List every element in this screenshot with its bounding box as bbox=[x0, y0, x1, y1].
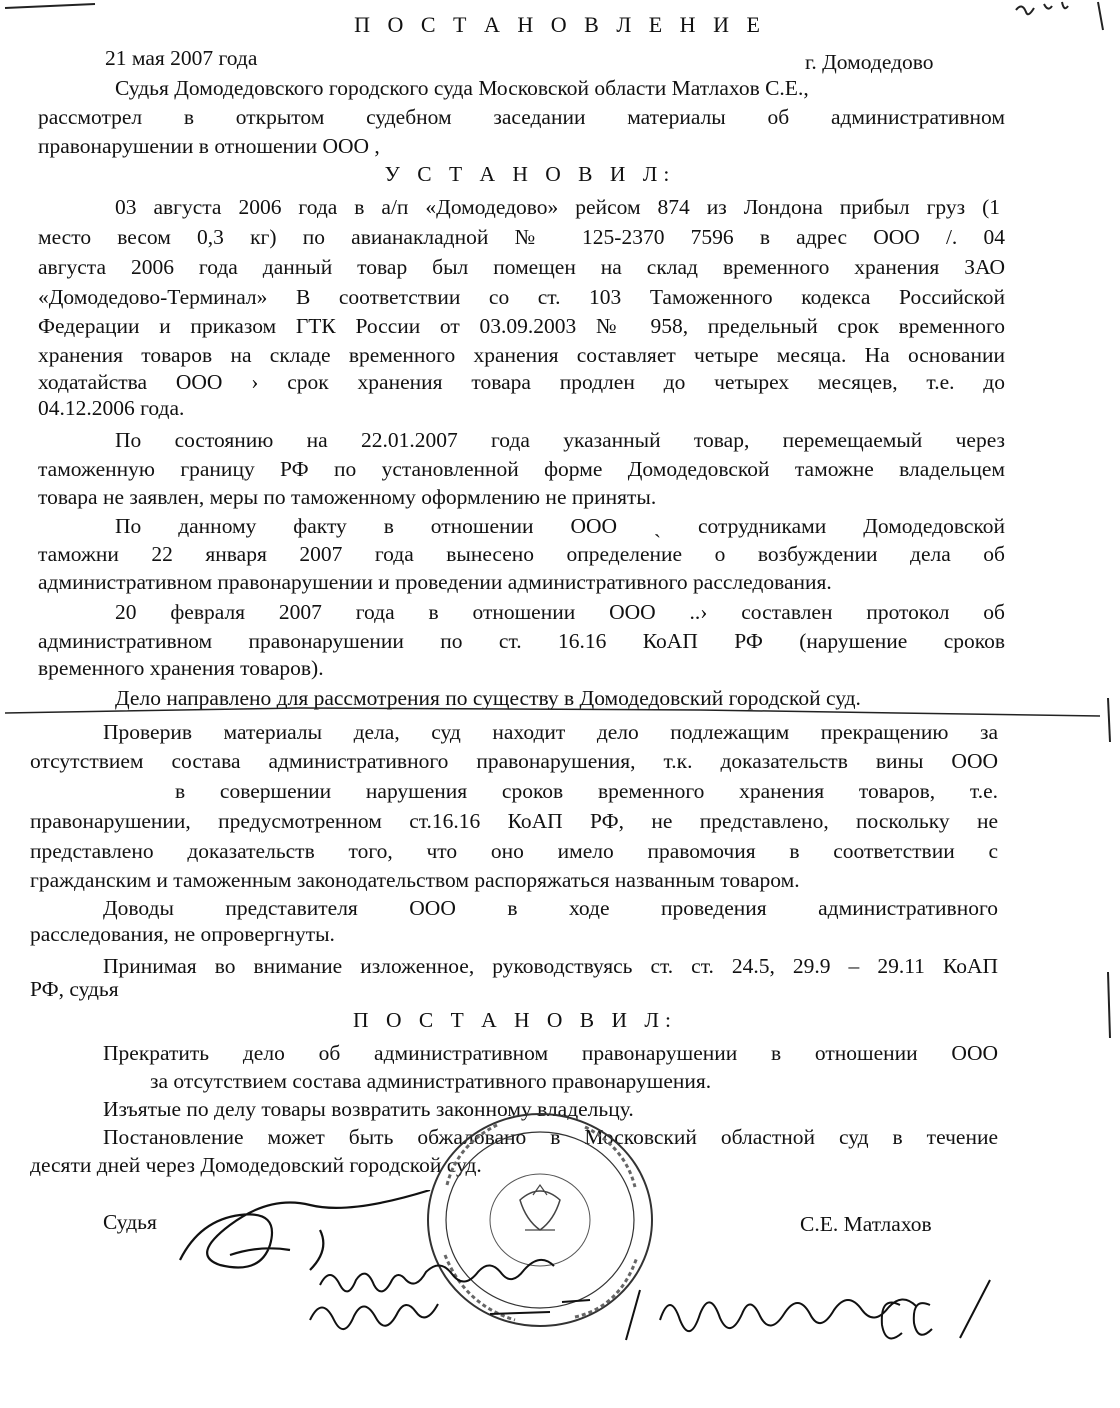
intro-line-2: рассмотрел в открытом судебном заседании материалы об административном bbox=[38, 105, 1005, 129]
r3-line-2: десяти дней через Домодедовский городской суд. bbox=[30, 1153, 482, 1177]
p2-line-3: товара не заявлен, меры по таможенному оформлению не приняты. bbox=[38, 485, 657, 509]
ruled-heading: П О С Т А Н О В И Л: bbox=[353, 1008, 677, 1032]
p5-line-1: Дело направлено для рассмотрения по существу в Домодедовский городской суд. bbox=[115, 686, 861, 710]
judge-name: С.Е. Матлахов bbox=[800, 1212, 932, 1236]
judge-label: Судья bbox=[103, 1210, 157, 1234]
p1-line-3: августа 2006 года данный товар был помещен на склад временного хранения ЗАО bbox=[38, 255, 1005, 279]
p8-line-2: РФ, судья bbox=[30, 977, 119, 1001]
p6-line-1: Проверив материалы дела, суд находит дело подлежащим прекращению за bbox=[103, 720, 998, 744]
p6-line-6: гражданским и таможенным законодательством распоряжаться названным товаром. bbox=[30, 868, 800, 892]
p7-line-1: Доводы представителя ООО в ходе проведения административного bbox=[103, 896, 998, 920]
p3-line-3: административном правонарушении и проведении административного расследования. bbox=[38, 570, 832, 594]
p4-line-1: 20 февраля 2007 года в отношении ООО ..› составлен протокол об bbox=[115, 600, 1005, 624]
r1-line-2: за отсутствием состава административного правонарушения. bbox=[150, 1069, 712, 1093]
p2-line-1: По состоянию на 22.01.2007 года указанный товар, перемещаемый через bbox=[115, 428, 1005, 452]
p6-line-2: отсутствием состава административного правонарушения, т.к. доказательств вины ООО bbox=[30, 749, 998, 773]
margin-mark bbox=[1100, 968, 1120, 1048]
corner-handwriting-icon bbox=[1000, 0, 1120, 40]
p1-line-5: Федерации и приказом ГТК России от 03.09.2003 № 958, предельный срок временного bbox=[38, 314, 1005, 338]
p6-line-4: правонарушении, предусмотренном ст.16.16 КоАП РФ, не представлено, поскольку не bbox=[30, 809, 998, 833]
p2-line-2: таможенную границу РФ по установленной форме Домодедовской таможне владельцем bbox=[38, 457, 1005, 481]
p8-line-1: Принимая во внимание изложенное, руководствуясь ст. ст. 24.5, 29.9 – 29.11 КоАП bbox=[103, 954, 998, 978]
intro-line-1: Судья Домодедовского городского суда Московской области Матлахов С.Е., bbox=[115, 76, 809, 100]
r1-line-1: Прекратить дело об административном правонарушении в отношении ООО bbox=[103, 1041, 998, 1065]
established-heading: У С Т А Н О В И Л: bbox=[384, 162, 676, 186]
p1-line-7: ходатайства ООО › срок хранения товара продлен до четырех месяцев, т.е. до bbox=[38, 370, 1005, 394]
document-date: 21 мая 2007 года bbox=[105, 46, 258, 70]
p6-line-3: в совершении нарушения сроков временного хранения товаров, т.е. bbox=[175, 779, 998, 803]
p4-line-2: административном правонарушении по ст. 16.16 КоАП РФ (нарушение сроков bbox=[38, 629, 1005, 653]
handwritten-certification-icon bbox=[300, 1250, 1100, 1350]
document-city: г. Домодедово bbox=[805, 50, 934, 74]
p3-line-1: По данному факту в отношении ООО ˎ сотрудниками Домодедовской bbox=[115, 514, 1005, 538]
p1-line-6: хранения товаров на складе временного хранения составляет четыре месяца. На основании bbox=[38, 343, 1005, 367]
p1-line-8: 04.12.2006 года. bbox=[38, 396, 185, 420]
p1-line-1: 03 августа 2006 года в а/п «Домодедово» рейсом 874 из Лондона прибыл груз (1 bbox=[115, 195, 1000, 219]
p1-line-2: место весом 0,3 кг) по авианакладной № 125-2370 7596 в адрес ООО /. 04 bbox=[38, 225, 1005, 249]
intro-line-3: правонарушении в отношении ООО , bbox=[38, 134, 380, 158]
p6-line-5: представлено доказательств того, что оно имело правомочия в соответствии с bbox=[30, 839, 998, 863]
p4-line-3: временного хранения товаров). bbox=[38, 656, 324, 680]
p3-line-2: таможни 22 января 2007 года вынесено определение о возбуждении дела об bbox=[38, 542, 1005, 566]
p7-line-2: расследования, не опровергнуты. bbox=[30, 922, 335, 946]
p1-line-4: «Домодедово-Терминал» В соответствии со ст. 103 Таможенного кодекса Российской bbox=[38, 285, 1005, 309]
scan-scratch-icon bbox=[0, 0, 120, 14]
r3-line-1: Постановление может быть обжаловано в Московский областной суд в течение bbox=[103, 1125, 998, 1149]
r2-line-1: Изъятые по делу товары возвратить законному владельцу. bbox=[103, 1097, 634, 1121]
document-title: П О С Т А Н О В Л Е Н И Е bbox=[354, 12, 766, 37]
